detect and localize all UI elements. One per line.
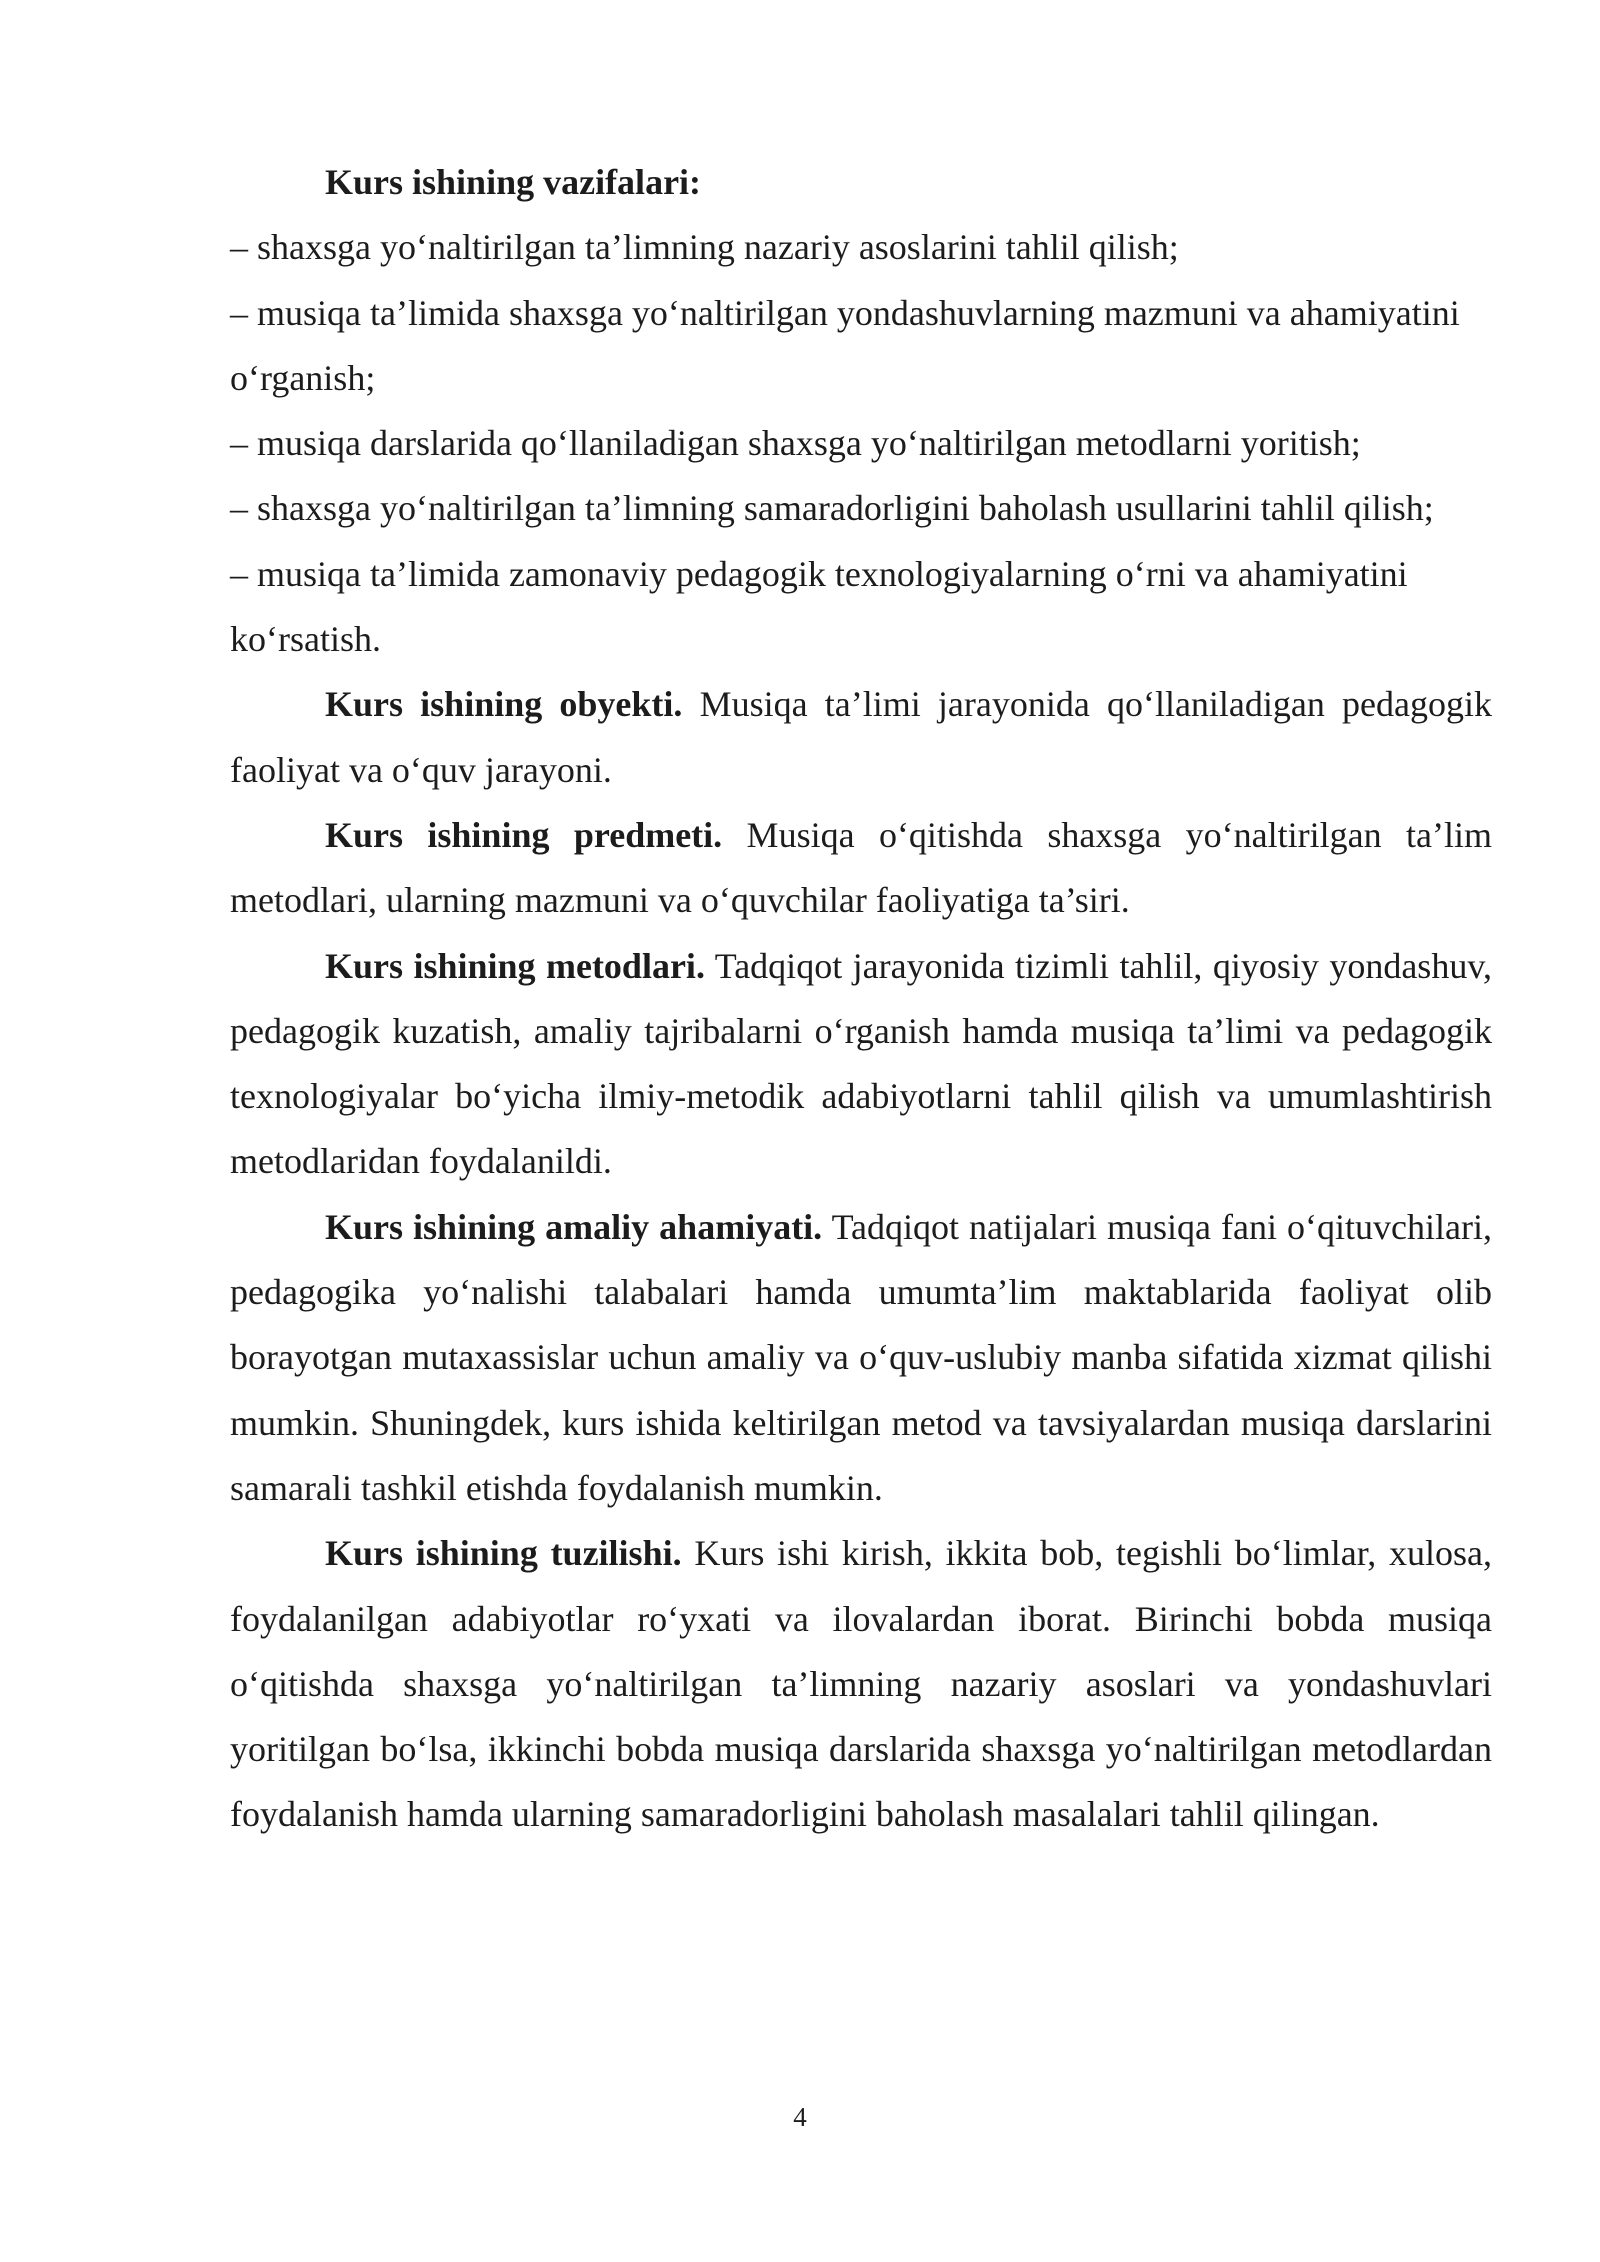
- practical-significance-label: Kurs ishining amaliy ahamiyati.: [325, 1206, 823, 1247]
- subject-paragraph: [230, 803, 1492, 934]
- page-number: 4: [793, 2102, 807, 2132]
- object-label: Kurs ishining obyekti.: [325, 684, 683, 725]
- methods-text: Tadqiqot jarayonida tizimli tahlil, qiyosiy yondashuv, pedagogik kuzatish, amaliy tajribalarni o‘rganish hamda musiqa ta’limi va pedagogik texnologiyalar bo‘yicha ilmiy-metodik adabiyotlarni tahlil qilish va umumlashtirish metodlaridan foydalanildi.: [230, 945, 1492, 1182]
- methods-label: Kurs ishining metodlari.: [325, 945, 705, 986]
- task-item: – musiqa ta’limida zamonaviy pedagogik texnologiyalarning o‘rni va ahamiyatini ko‘rsatish.: [230, 553, 1408, 660]
- structure-text: Kurs ishi kirish, ikkita bob, tegishli bo‘limlar, xulosa, foydalanilgan adabiyotlar ro‘yxati va ilovalardan iborat. Birinchi bobda musiqa o‘qitishda shaxsga yo‘naltirilgan ta’limning nazariy asoslari va yondashuvlari yoritilgan bo‘lsa, ikkinchi bobda musiqa darslarida shaxsga yo‘naltirilgan metodlardan foydalanish hamda ularning samaradorligini baholash masalalari tahlil qilingan.: [230, 1533, 1492, 1835]
- task-item: – shaxsga yo‘naltirilgan ta’limning samaradorligini baholash usullarini tahlil qilish;: [230, 488, 1434, 529]
- object-paragraph: [230, 672, 1492, 803]
- practical-significance-text: Tadqiqot natijalari musiqa fani o‘qituvchilari, pedagogika yo‘nalishi talabalari hamda umumta’lim maktablarida faoliyat olib borayotgan mutaxassislar uchun amaliy va o‘quv-uslubiy manba sifatida xizmat qilishi mumkin. Shuningdek, kurs ishida keltirilgan metod va tavsiyalardan musiqa darslarini samarali tashkil etishda foydalanish mumkin.: [230, 1206, 1492, 1508]
- structure-paragraph: [230, 1521, 1492, 1847]
- object-text: Musiqa ta’limi jarayonida qo‘llaniladigan pedagogik faoliyat va o‘quv jarayoni.: [230, 684, 1492, 790]
- task-item: – musiqa ta’limida shaxsga yo‘naltirilgan yondashuvlarning mazmuni va ahamiyatini o‘rganish;: [230, 292, 1460, 398]
- task-item: – musiqa darslarida qo‘llaniladigan shaxsga yo‘naltirilgan metodlarni yoritish;: [230, 423, 1361, 464]
- document-page: [230, 150, 1492, 1848]
- subject-text: Musiqa o‘qitishda shaxsga yo‘naltirilgan ta’lim metodlari, ularning mazmuni va o‘quvchilar faoliyatiga ta’siri.: [230, 814, 1492, 921]
- methods-paragraph: [230, 934, 1492, 1195]
- practical-significance-paragraph: [230, 1195, 1492, 1521]
- task-item: – shaxsga yo‘naltirilgan ta’limning nazariy asoslarini tahlil qilish;: [230, 227, 1179, 268]
- subject-label: Kurs ishining predmeti.: [325, 814, 723, 855]
- structure-label: Kurs ishining tuzilishi.: [325, 1533, 682, 1574]
- tasks-heading: Kurs ishining vazifalari:: [325, 162, 702, 202]
